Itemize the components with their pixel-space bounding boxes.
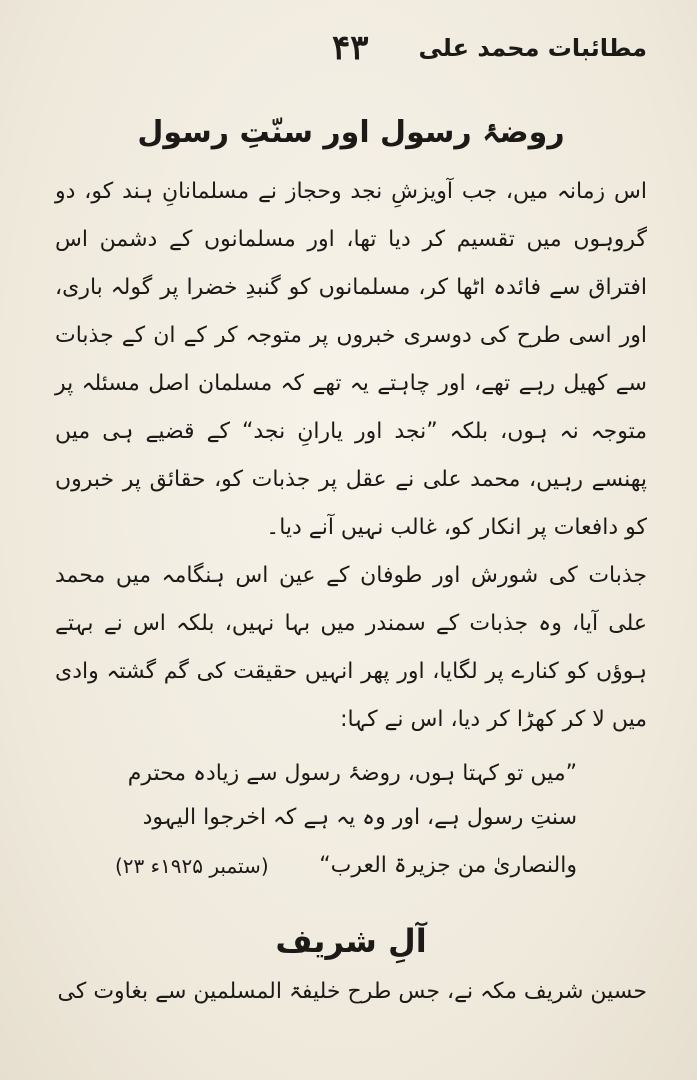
quote-reference bbox=[115, 844, 577, 888]
page-number: ۴۳ bbox=[332, 28, 369, 68]
running-title: مطائبات محمد علی bbox=[418, 34, 647, 62]
paragraph-1: اس زمانہ میں، جب آویزشِ نجد وحجاز نے مسلمانانِ ہند کو، دو گروہوں میں تقسیم کر دیا تھا، اور مسلمانوں کے دشمن اس افتراق سے فائدہ اٹھا کر، مسلمانوں کو گنبدِ خضرا پر گولہ باری، اور اسی طرح کی دوسری خبروں پر متوجہ کر کے ان کے جذبات سے کھیل رہے تھے، اور چاہتے یہ تھے کہ مسلمان اصل مسئلہ پر متوجہ نہ ہوں، بلکہ ”نجد اور یارانِ نجد“ کے قضیے ہی میں پھنسے رہیں، محمد علی نے عقل پر جذبات کو، حقائق پر خبروں کو دافعات پر انکار کو، غالب نہیں آنے دیا۔ bbox=[55, 179, 647, 540]
page-content bbox=[55, 115, 647, 1014]
quote-line-2: سنتِ رسول ہے، اور وہ یہ ہے کہ اخرجوا الیہود bbox=[142, 805, 577, 830]
quote-line-1: ”میں تو کہتا ہوں، روضۂ رسول سے زیادہ محترم bbox=[127, 761, 577, 786]
page-header bbox=[40, 28, 647, 78]
quote-date: (۲۳ ستمبر ۱۹۲۵ء) bbox=[115, 854, 269, 878]
subsection-title: آلِ شریف bbox=[275, 922, 427, 960]
paragraph-3: حسین شریف مکہ نے، جس طرح خلیفۃ المسلمین سے بغاوت کی bbox=[57, 979, 647, 1004]
quotation-block bbox=[115, 752, 577, 888]
quote-line-3: والنصاریٰ من جزیرۃ العرب“ bbox=[319, 853, 577, 878]
section-title: روضۂ رسول اور سنّتِ رسول bbox=[137, 115, 565, 150]
paragraph-2: جذبات کی شورش اور طوفان کے عین اس ہنگامہ میں محمد علی آیا، وہ جذبات کے سمندر میں بہا نہیں، بلکہ اس نے بہتے ہوؤں کو کنارے پر لگایا، اور پھر انہیں حقیقت کی گم گشتہ وادی میں لا کر کھڑا کر دیا، اس نے کہا: bbox=[55, 563, 647, 732]
